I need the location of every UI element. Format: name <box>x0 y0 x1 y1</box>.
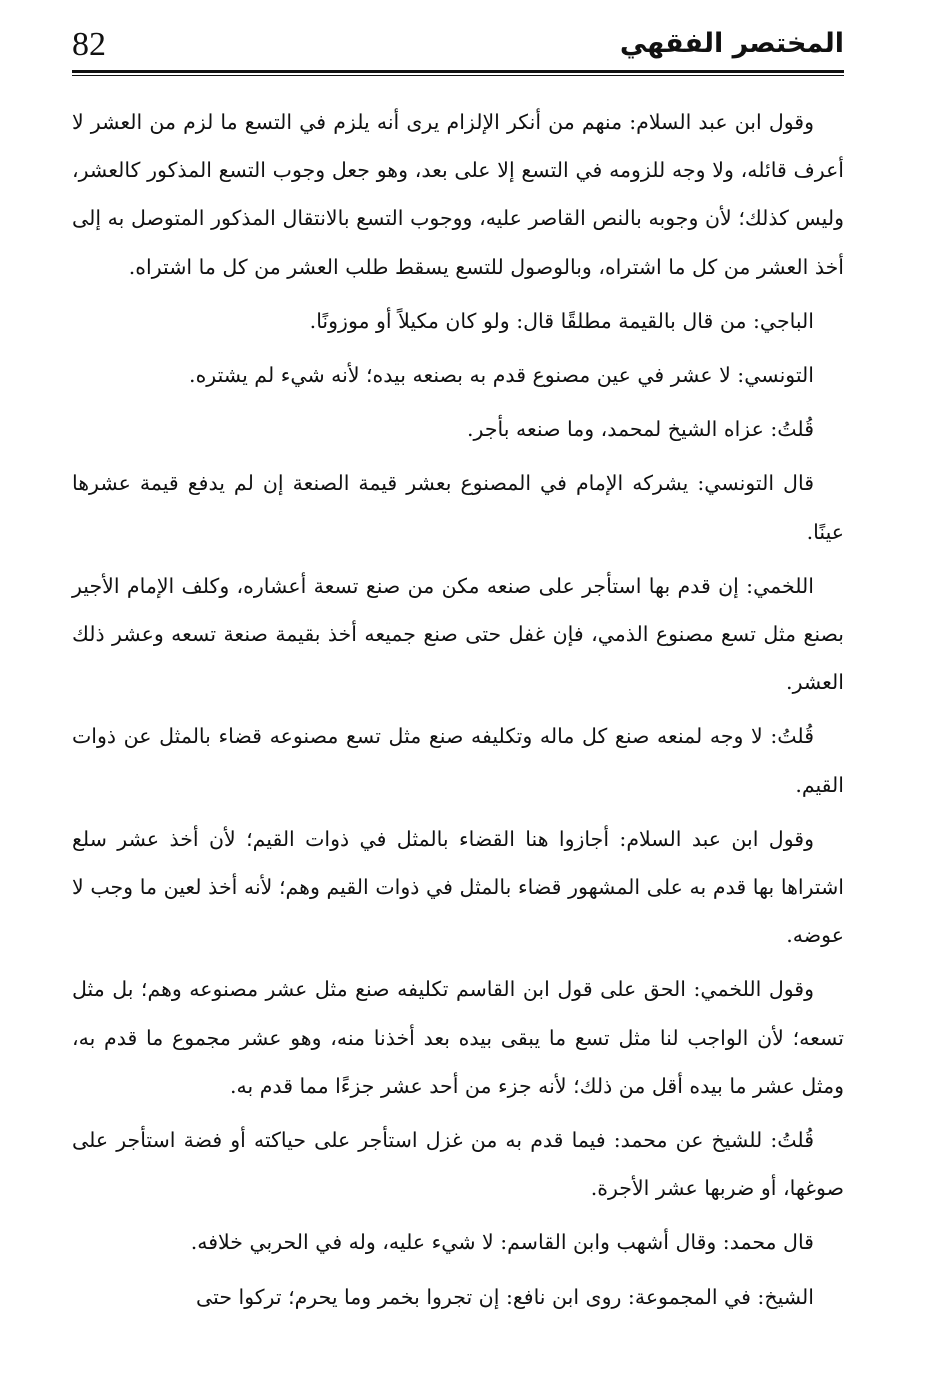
paragraph: الشيخ: في المجموعة: روى ابن نافع: إن تجروا بخمر وما يحرم؛ تركوا حتى <box>196 1284 814 1309</box>
paragraph: التونسي: لا عشر في عين مصنوع قدم به بصنعه بيده؛ لأنه شيء لم يشتره. <box>189 363 814 388</box>
paragraph: قُلتُ: للشيخ عن محمد: فيما قدم به من غزل استأجر على حياكته أو فضة استأجر على صوغها، أو ضربها عشر الأجرة. <box>72 1128 844 1201</box>
header-divider <box>72 70 844 73</box>
body-text <box>72 98 844 1327</box>
page-header <box>72 24 844 70</box>
book-title: المختصر الفقهي <box>619 28 844 59</box>
paragraph: وقول اللخمي: الحق على قول ابن القاسم تكليفه صنع مثل عشر مصنوعه وهم؛ بل مثل تسعه؛ لأن الواجب لنا مثل تسع ما يبقى بيده بعد أخذنا منه، وهو عشر مجموع ما قدم به، ومثل عشر ما بيده أقل من ذلك؛ لأنه جزء من أحد عشر جزءًا مما قدم به. <box>72 977 844 1098</box>
paragraph: وقول ابن عبد السلام: منهم من أنكر الإلزام يرى أنه يلزم في التسع ما لزم من العشر لا أعرف قائله، ولا وجه للزومه في التسع إلا على بعد، وهو جعل وجوب التسع المذكور كالعشر، وليس كذلك؛ لأن وجوبه بالنص القاصر عليه، ووجوب التسع بالانتقال المذكور المتوصل به إلى أخذ العشر من كل ما اشتراه، وبالوصول للتسع يسقط طلب العشر من كل ما اشتراه. <box>72 110 844 279</box>
page-number: 82 <box>72 26 106 63</box>
paragraph: قُلتُ: لا وجه لمنعه صنع كل ماله وتكليفه صنع مثل تسع مصنوعه قضاء بالمثل عن ذوات القيم. <box>72 724 844 797</box>
paragraph: الباجي: من قال بالقيمة مطلقًا قال: ولو كان مكيلاً أو موزونًا. <box>309 308 814 333</box>
paragraph: قال التونسي: يشركه الإمام في المصنوع بعشر قيمة الصنعة إن لم يدفع قيمة عشرها عينًا. <box>72 471 844 544</box>
paragraph: قال محمد: وقال أشهب وابن القاسم: لا شيء عليه، وله في الحربي خلافه. <box>190 1230 814 1255</box>
paragraph: وقول ابن عبد السلام: أجازوا هنا القضاء بالمثل في ذوات القيم؛ لأن أخذ عشر سلع اشتراها بها قدم به على المشهور قضاء بالمثل في ذوات القيم وهم؛ لأنه أخذ لعين ما وجب لا عوضه. <box>72 826 844 948</box>
paragraph: قُلتُ: عزاه الشيخ لمحمد، وما صنعه بأجر. <box>467 417 814 442</box>
header-divider-thin <box>72 75 844 76</box>
paragraph: اللخمي: إن قدم بها استأجر على صنعه مكن من صنع تسعة أعشاره، وكلف الإمام الأجير بصنع مثل تسع مصنوع الذمي، فإن غفل حتى صنع جميعه أخذ بقيمة صنعة تسعه وعشر ذلك العشر. <box>72 573 844 695</box>
